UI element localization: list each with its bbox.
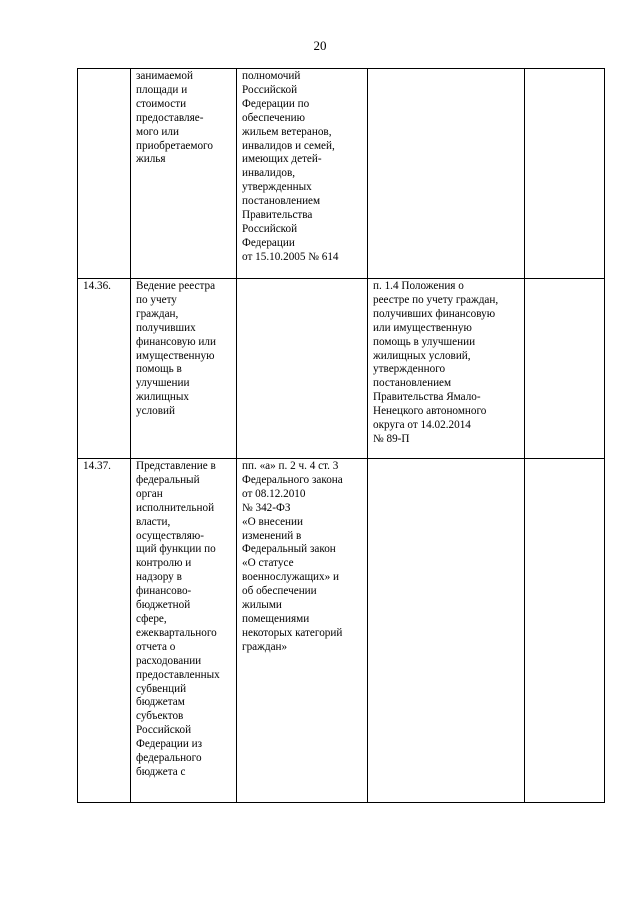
row-number-cell bbox=[78, 69, 131, 279]
powers-table bbox=[77, 68, 605, 803]
regional-basis-cell bbox=[368, 69, 525, 279]
notes-cell bbox=[525, 459, 605, 803]
power-name-cell: Представление в федеральный орган исполнительной власти, осуществляю- щий функции по контролю и надзору в финансово- бюджетной сфере, ежеквартального отчета о расходовании предоставленных субвенций бюджетам субъектов Российской Федерации из федерального бюджета с bbox=[131, 459, 237, 803]
row-number-cell: 14.37. bbox=[78, 459, 131, 803]
federal-basis-cell: пп. «а» п. 2 ч. 4 ст. 3 Федерального закона от 08.12.2010 № 342-ФЗ «О внесении изменений в Федеральный закон «О статусе военнослужащих» и об обеспечении жилыми помещениями некоторых категорий граждан» bbox=[237, 459, 368, 803]
power-name-cell: занимаемой площади и стоимости предоставляе- мого или приобретаемого жилья bbox=[131, 69, 237, 279]
row-number-cell: 14.36. bbox=[78, 279, 131, 459]
regional-basis-cell bbox=[368, 459, 525, 803]
notes-cell bbox=[525, 279, 605, 459]
federal-basis-cell: полномочий Российской Федерации по обеспечению жильем ветеранов, инвалидов и семей, имеющих детей- инвалидов, утвержденных постановлением Правительства Российской Федерации от 15.10.2005 № 614 bbox=[237, 69, 368, 279]
table-row bbox=[78, 279, 605, 459]
table-row bbox=[78, 459, 605, 803]
power-name-cell: Ведение реестра по учету граждан, получивших финансовую или имущественную помощь в улучшении жилищных условий bbox=[131, 279, 237, 459]
table-row bbox=[78, 69, 605, 279]
page-number: 20 bbox=[313, 38, 327, 53]
notes-cell bbox=[525, 69, 605, 279]
regional-basis-cell: п. 1.4 Положения о реестре по учету граждан, получивших финансовую или имущественную помощь в улучшении жилищных условий, утвержденного постановлением Правительства Ямало- Ненецкого автономного округа от 14.02.2014 № 89-П bbox=[368, 279, 525, 459]
federal-basis-cell bbox=[237, 279, 368, 459]
